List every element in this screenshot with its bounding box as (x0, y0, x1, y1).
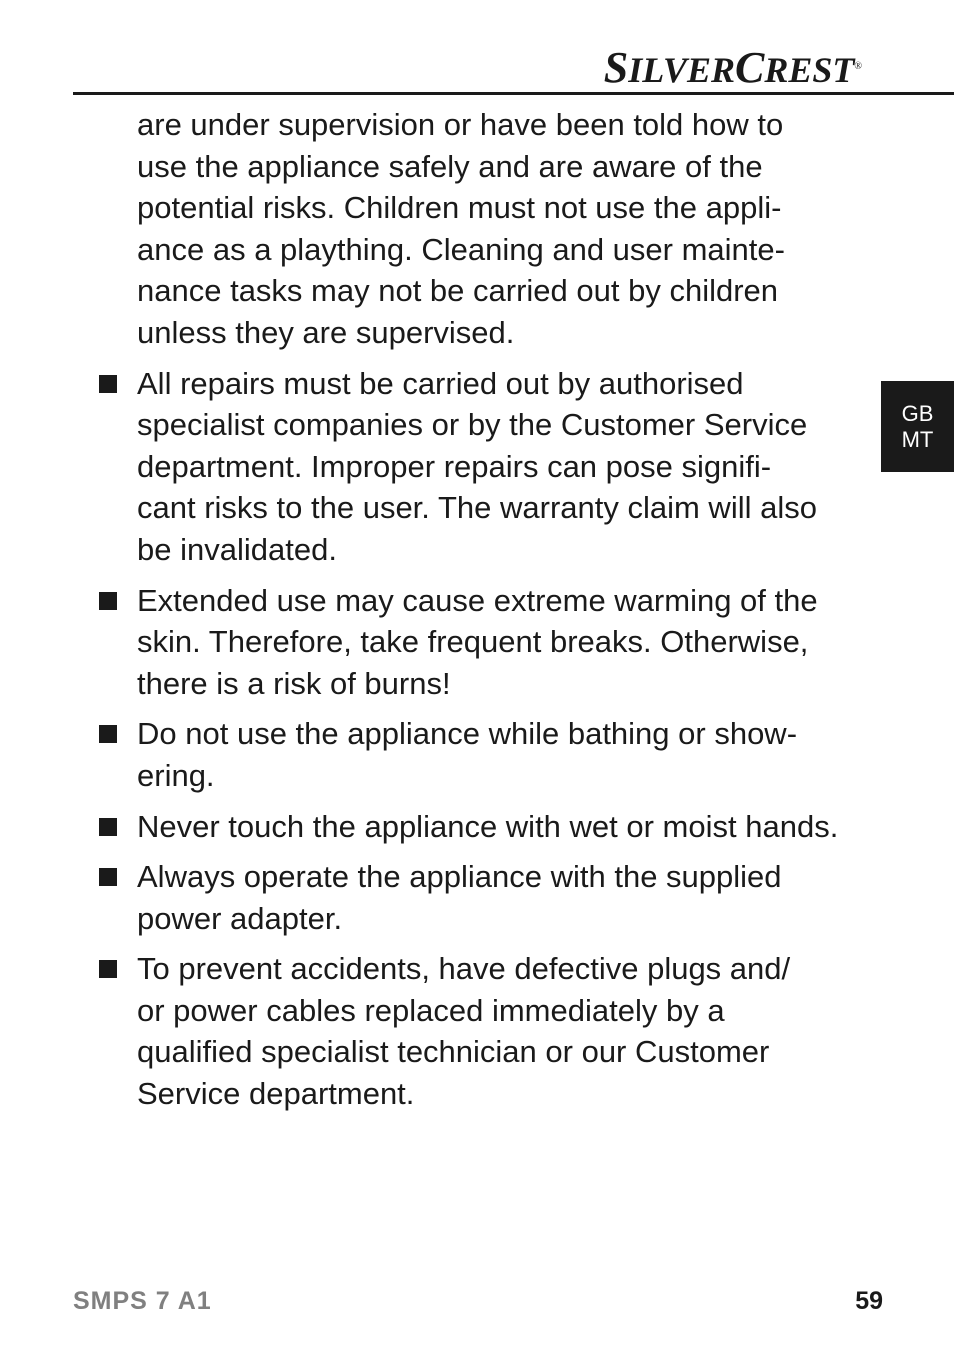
text-line: be invalidated. (137, 531, 337, 567)
language-code-gb: GB (901, 400, 934, 426)
text-line: potential risks. Children must not use the appli- (137, 190, 782, 226)
square-bullet-icon (99, 592, 117, 610)
text-line: Extended use may cause extreme warming of the (137, 582, 818, 618)
language-code-mt: MT (901, 426, 934, 452)
text-line: Never touch the appliance with wet or moist hands. (137, 808, 839, 844)
text-line: Do not use the appliance while bathing or show- (137, 716, 798, 752)
text-line: Service department. (137, 1076, 415, 1112)
brand-logo: SILVERCREST® (603, 43, 862, 92)
footer-page-number: 59 (855, 1287, 883, 1315)
square-bullet-icon (99, 818, 117, 836)
text-line: qualified specialist technician or our Customer (137, 1034, 770, 1070)
bullet-item-power-adapter (137, 856, 877, 939)
text-line: To prevent accidents, have defective plugs and/ (137, 951, 791, 987)
square-bullet-icon (99, 725, 117, 743)
text-line: department. Improper repairs can pose signifi- (137, 448, 772, 484)
text-line: ering. (137, 757, 215, 793)
text-line: power adapter. (137, 900, 343, 936)
text-line: nance tasks may not be carried out by children (137, 273, 779, 309)
text-line: cant risks to the user. The warranty claim will also (137, 490, 817, 526)
safety-instructions (137, 104, 877, 1124)
text-line: or power cables replaced immediately by a (137, 992, 725, 1028)
square-bullet-icon (99, 868, 117, 886)
bullet-item-defective-plugs (137, 948, 877, 1114)
text-line: use the appliance safely and are aware of the (137, 148, 763, 184)
bullet-item-repairs (137, 363, 877, 571)
text-line: there is a risk of burns! (137, 665, 451, 701)
intro-paragraph (137, 104, 877, 354)
text-line: All repairs must be carried out by authorised (137, 365, 744, 401)
header-rule (73, 92, 954, 95)
footer-model-number: SMPS 7 A1 (73, 1287, 212, 1315)
bullet-item-wet-hands (137, 806, 877, 848)
text-line: are under supervision or have been told how to (137, 107, 784, 142)
text-line: Always operate the appliance with the supplied (137, 859, 782, 895)
square-bullet-icon (99, 375, 117, 393)
text-line: specialist companies or by the Customer Service (137, 407, 808, 443)
text-line: ance as a plaything. Cleaning and user mainte- (137, 231, 785, 267)
bullet-item-bathing (137, 713, 877, 796)
square-bullet-icon (99, 960, 117, 978)
language-tab (881, 381, 954, 472)
registered-mark: ® (854, 61, 862, 72)
bullet-item-extended-use (137, 580, 877, 705)
text-line: skin. Therefore, take frequent breaks. Otherwise, (137, 624, 809, 660)
text-line: unless they are supervised. (137, 314, 515, 350)
